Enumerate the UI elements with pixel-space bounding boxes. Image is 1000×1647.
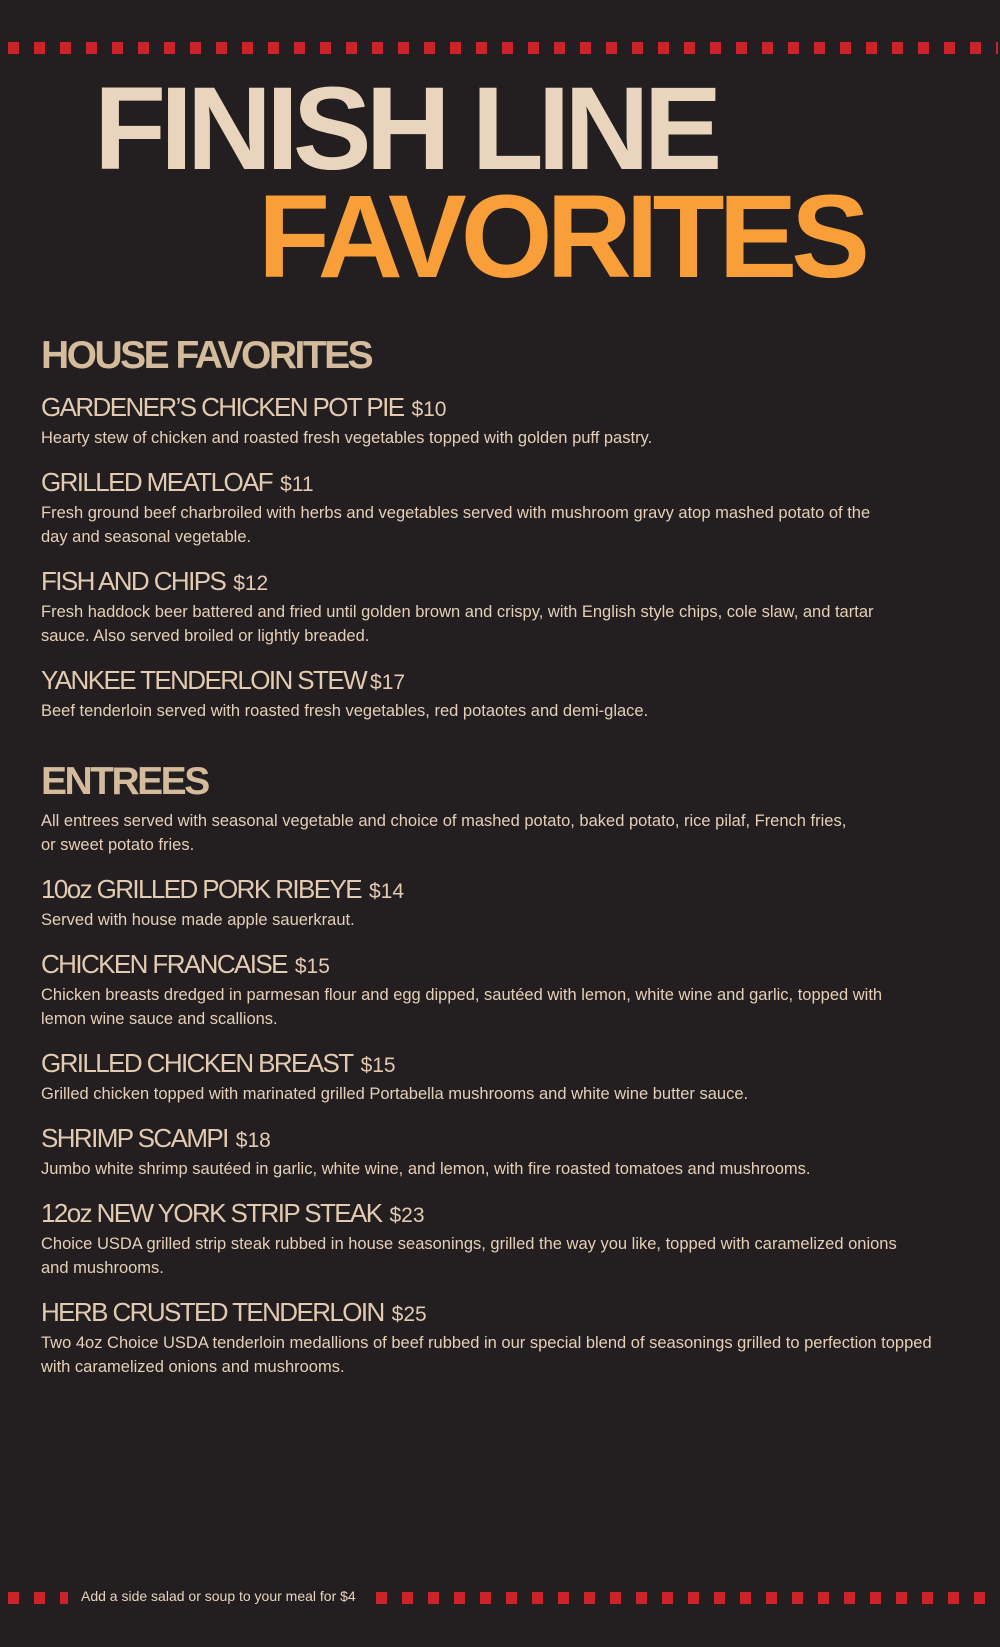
item-price: $15 [294,955,330,978]
top-dotted-border [8,42,998,54]
item-description: Chicken breasts dredged in parmesan flour and egg dipped, sautéed with lemon, white wine and garlic, topped with lemon wine sauce and scallions. [41,986,883,1028]
menu-item [41,1049,961,1106]
item-description: Beef tenderloin served with roasted fresh vegetables, red potaotes and demi-glace. [41,702,649,720]
item-name: YANKEE TENDERLOIN STEW [41,665,367,695]
item-name: GRILLED MEATLOAF [41,467,273,497]
item-price: $15 [360,1054,396,1077]
item-description: Jumbo white shrimp sautéed in garlic, white wine, and lemon, with fire roasted tomatoes and mushrooms. [41,1160,811,1178]
item-name: GRILLED CHICKEN BREAST [41,1048,353,1078]
menu-item [41,1199,961,1280]
item-price: $10 [411,398,447,421]
menu-item [41,1124,961,1181]
menu-item [41,1298,961,1379]
bottom-dotted-border-left [8,1592,68,1604]
section-heading: ENTREES [41,760,208,803]
menu-item [41,393,961,450]
menu-item [41,666,961,723]
item-price: $25 [391,1303,427,1326]
title-line-1: FINISH LINE [94,63,717,195]
item-name: 12oz NEW YORK STRIP STEAK [41,1198,382,1228]
house-favorites-section [41,336,961,723]
item-description: Choice USDA grilled strip steak rubbed in house seasonings, grilled the way you like, topped with caramelized onions and mushrooms. [41,1235,897,1277]
item-price: $18 [235,1129,271,1152]
footer-note: Add a side salad or soup to your meal for $4 [81,1588,356,1604]
item-name: SHRIMP SCAMPI [41,1123,228,1153]
menu-item [41,875,961,932]
item-price: $12 [233,572,269,595]
item-name: HERB CRUSTED TENDERLOIN [41,1297,384,1327]
item-price: $17 [370,671,406,694]
item-name: CHICKEN FRANCAISE [41,949,287,979]
menu-item [41,950,961,1031]
item-price: $23 [389,1204,425,1227]
item-description: Fresh haddock beer battered and fried until golden brown and crispy, with English style chips, cole slaw, and tartar sauce. Also served broiled or lightly breaded. [41,603,874,645]
item-description: Hearty stew of chicken and roasted fresh vegetables topped with golden puff pastry. [41,429,653,447]
item-description: Served with house made apple sauerkraut. [41,911,355,929]
item-description: Two 4oz Choice USDA tenderloin medallions of beef rubbed in our special blend of seasonings grilled to perfection topped with caramelized onions and mushrooms. [41,1334,932,1376]
title-line-2: FAVORITES [258,171,865,303]
item-description: Grilled chicken topped with marinated grilled Portabella mushrooms and white wine butter sauce. [41,1085,749,1103]
item-name: FISH AND CHIPS [41,566,226,596]
menu-item [41,468,961,549]
item-price: $14 [368,880,405,903]
section-note: All entrees served with seasonal vegetable and choice of mashed potato, baked potato, rice pilaf, French fries, or sweet potato fries. [41,812,847,854]
entrees-section [41,762,961,1379]
item-description: Fresh ground beef charbroiled with herbs and vegetables served with mushroom gravy atop mashed potato of the day and seasonal vegetable. [41,504,871,546]
bottom-dotted-border-right [376,1592,1000,1604]
item-price: $11 [280,473,314,496]
menu-item [41,567,961,648]
section-heading: HOUSE FAVORITES [41,334,372,377]
item-name: GARDENER’S CHICKEN POT PIE [41,392,404,422]
item-name: 10oz GRILLED PORK RIBEYE [41,874,361,904]
